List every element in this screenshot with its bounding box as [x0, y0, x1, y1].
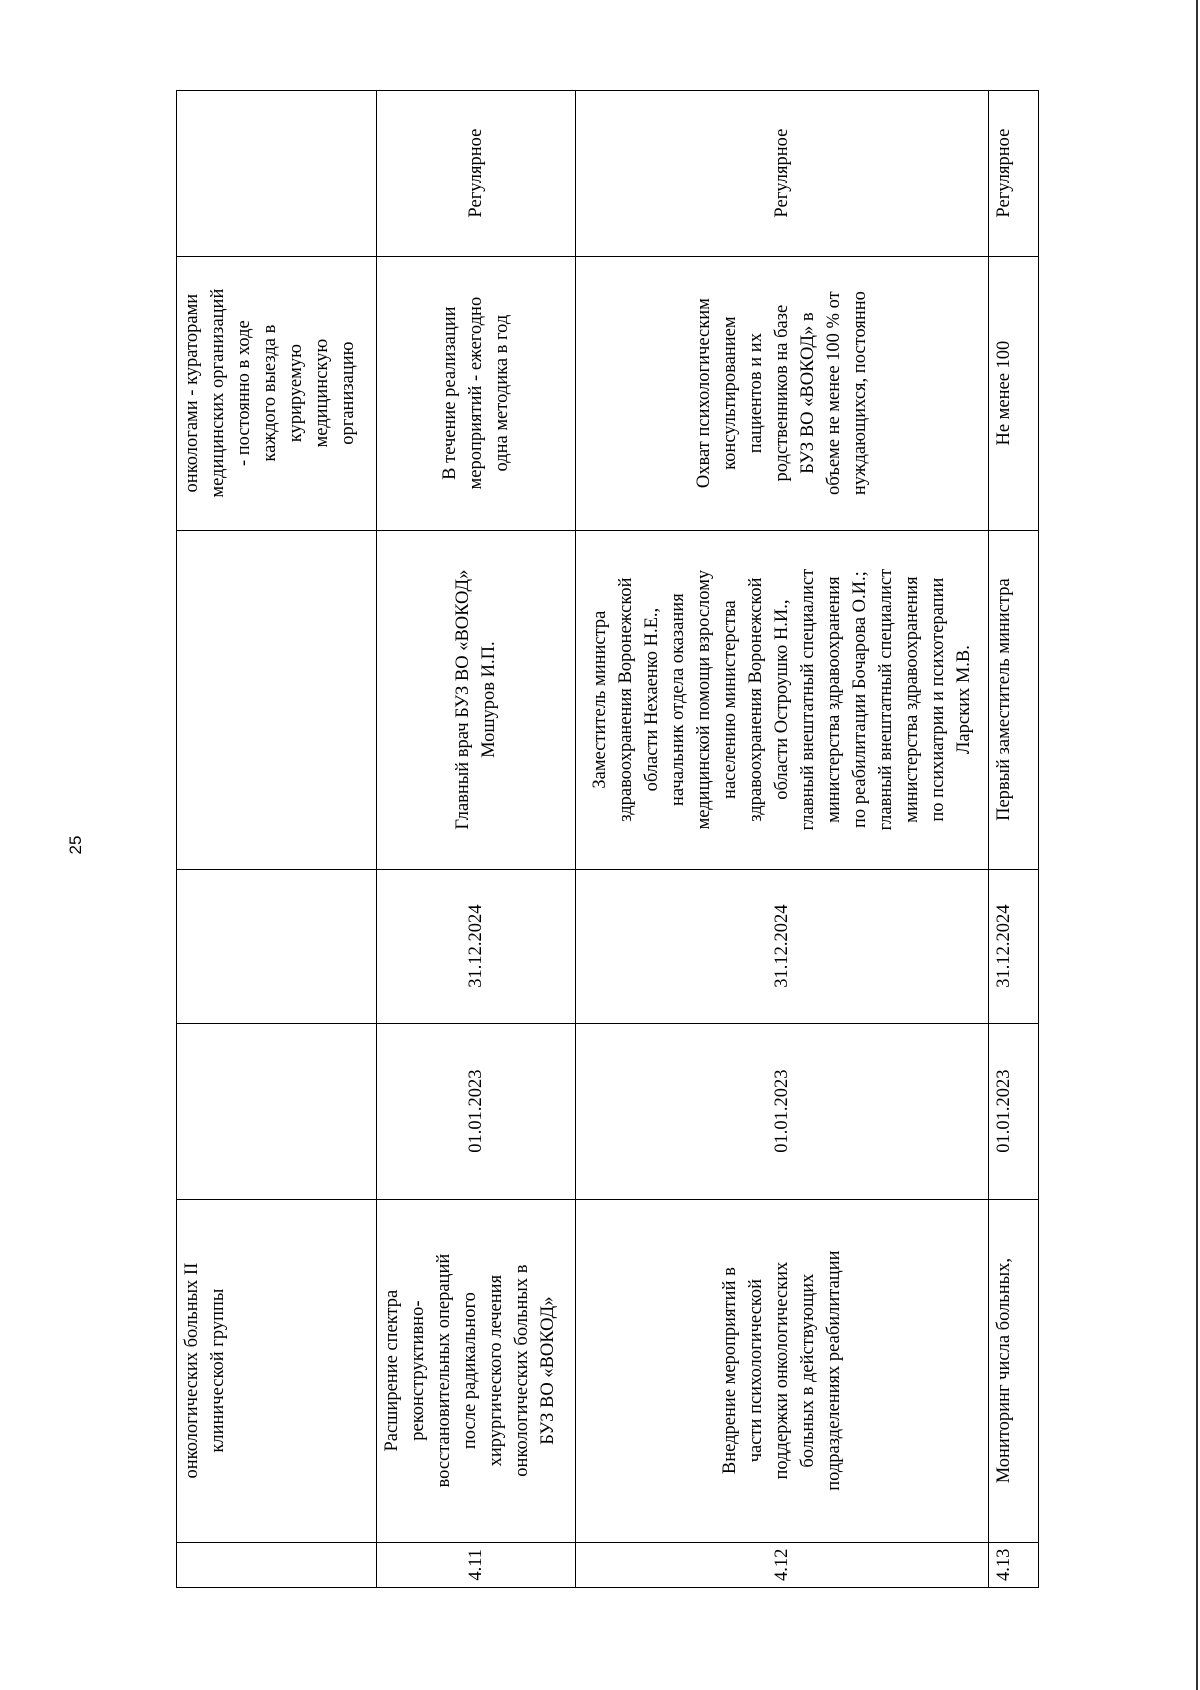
row-number: 4.13 — [989, 1542, 1039, 1587]
row-number: 4.12 — [576, 1542, 989, 1587]
start-date-cell: 01.01.2023 — [377, 1023, 576, 1199]
activity-cell: Внедрение мероприятий в части психологической поддержки онкологических больных в действующих подразделениях реабилитации — [576, 1199, 989, 1542]
plan-table — [176, 90, 1039, 1588]
start-date-cell — [177, 1023, 377, 1199]
result-cell: В течение реализации мероприятий - ежегодно одна методика в год — [377, 256, 576, 530]
type-cell: Регулярное — [989, 90, 1039, 256]
table-row — [576, 90, 989, 1587]
end-date-cell: 31.12.2024 — [989, 869, 1039, 1023]
activity-cell: Расширение спектра реконструктивно- восстановительных операций после радикального хирургического лечения онкологических больных в БУЗ ВО «ВОКОД» — [377, 1199, 576, 1542]
end-date-cell — [177, 869, 377, 1023]
scan-edge-line — [1196, 0, 1198, 1690]
activity-cell: онкологических больных II клинической группы — [177, 1199, 377, 1542]
end-date-cell: 31.12.2024 — [377, 869, 576, 1023]
type-cell: Регулярное — [576, 90, 989, 256]
table-row — [177, 90, 377, 1587]
result-cell: Не менее 100 — [989, 256, 1039, 530]
start-date-cell: 01.01.2023 — [576, 1023, 989, 1199]
activity-cell: Мониторинг числа больных, — [989, 1199, 1039, 1542]
responsible-cell: Заместитель министра здравоохранения Воронежской области Нехаенко Н.Е., начальник отдела оказания медицинской помощи взрослому населению министерства здравоохранения Воронежской области Остроушко Н.И., главный внештатный специалист министерства здравоохранения по реабилитации Бочарова О.И.; главный внештатный специалист министерства здравоохранения по психиатрии и психотерапии Ларских М.В. — [576, 530, 989, 869]
type-cell — [177, 90, 377, 256]
result-cell: Охват психологическим консультированием пациентов и их родственников на базе БУЗ ВО «ВОКОД» в объеме не менее 100 % от нуждающихся, постоянно — [576, 256, 989, 530]
start-date-cell: 01.01.2023 — [989, 1023, 1039, 1199]
row-number: 4.11 — [377, 1542, 576, 1587]
responsible-cell — [177, 530, 377, 869]
table-row — [377, 90, 576, 1587]
type-cell: Регулярное — [377, 90, 576, 256]
row-number — [177, 1542, 377, 1587]
end-date-cell: 31.12.2024 — [576, 869, 989, 1023]
responsible-cell: Первый заместитель министра — [989, 530, 1039, 869]
page-number: 25 — [66, 835, 85, 855]
result-cell: онкологами - кураторами медицинских организаций - постоянно в ходе каждого выезда в курируемую медицинскую организацию — [177, 256, 377, 530]
table-row — [989, 90, 1039, 1587]
responsible-cell: Главный врач БУЗ ВО «ВОКОД» Мошуров И.П. — [377, 530, 576, 869]
